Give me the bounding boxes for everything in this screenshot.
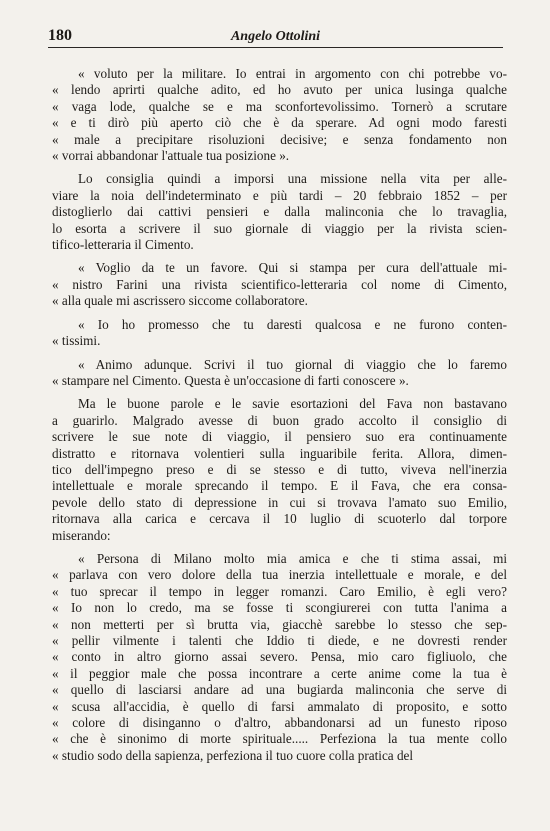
text-line: « vorrai abbandonar l'attuale tua posizione ».: [52, 148, 290, 164]
text-line: « alla quale mi ascrissero siccome collaboratore.: [52, 293, 308, 309]
text-line: miserando:: [52, 527, 111, 543]
text-line: Lo consiglia quindi a imporsi una missione nella vita per alle-: [78, 171, 507, 187]
text-line: « quello di lasciarsi andare ad una bugiarda malinconia che serve di: [52, 682, 507, 698]
text-line: « parlava con vero dolore della tua inerzia intellettuale e morale, e del: [52, 567, 507, 583]
paragraph: [52, 260, 507, 309]
text-line: « colore di disinganno o d'altro, abbandonarsi ad un funesto riposo: [52, 715, 507, 731]
text-line: distratto e ritornava volentieri sulla inguaribile ferita. Allora, dimen-: [52, 445, 507, 461]
paragraph: [52, 317, 507, 350]
text-line: intellettuale e morale sprecando il tempo. E il Fava, che era consa-: [52, 478, 507, 494]
paragraph: [52, 171, 507, 253]
text-line: ritornava alla carica e cercava il 10 luglio di scuoterlo dal torpore: [52, 511, 507, 527]
text-line: « studio sodo della sapienza, perfeziona il tuo cuore colla pratica del: [52, 747, 414, 763]
text-line: « tissimi.: [52, 333, 101, 349]
text-line: « lendo aprirti qualche adito, ed ho avuto per unica lusinga qualche: [52, 82, 507, 98]
page-body: [52, 66, 507, 771]
text-line: a guarirlo. Malgrado avesse di buon grado accolto il consiglio di: [52, 412, 507, 428]
text-line: Ma le buone parole e le savie esortazioni del Fava non bastavano: [78, 396, 507, 412]
text-line: distoglierlo dai cattivi pensieri e dalla malinconia che lo travaglia,: [52, 204, 507, 220]
text-line: « vaga lode, qualche se e ma sconfortevolissimo. Tornerò a scrutare: [52, 98, 507, 114]
paragraph: [52, 396, 507, 544]
text-line: « non metterti per sì brutta via, giacchè sarebbe lo stesso che sep-: [52, 616, 507, 632]
text-line: « Io ho promesso che tu daresti qualcosa e ne furono conten-: [78, 316, 507, 332]
text-line: tico dell'impegno preso e di se stesso e di tutto, viveva nell'inerzia: [52, 461, 507, 477]
text-line: « scusa all'accidia, è quello di farsi ammalato di proposito, e sotto: [52, 698, 507, 714]
text-line: « Animo adunque. Scrivi il tuo giornal di viaggio che lo faremo: [78, 356, 507, 372]
text-line: « stampare nel Cimento. Questa è un'occasione di farti conoscere ».: [52, 372, 409, 388]
page-header: [48, 27, 503, 48]
text-line: scrivere le sue note di viaggio, il pensiero suo era continuamente: [52, 429, 507, 445]
text-line: « Voglio da te un favore. Qui si stampa per cura dell'attuale mi-: [78, 260, 507, 276]
paragraph: [52, 66, 507, 164]
text-line: « nistro Farini una rivista scientifico-letteraria col nome di Cimento,: [52, 276, 507, 292]
text-line: lo esorta a scrivere il suo giornale di viaggio per la rivista scien-: [52, 220, 507, 236]
text-line: « che è sinonimo di morte spirituale..... Perfeziona la tua mente collo: [52, 731, 507, 747]
paragraph: [52, 551, 507, 764]
text-line: « conto in altro giorno assai severo. Pensa, mio caro figliuolo, che: [52, 649, 507, 665]
text-line: « tuo sprecar il tempo in legger romanzi. Caro Emilio, è egli vero?: [52, 583, 507, 599]
text-line: « e ti dirò più aperto ciò che è da sperare. Ad ogni modo faresti: [52, 115, 507, 131]
text-line: viare la noia dell'indeterminato e più tardi – 20 febbraio 1852 – per: [52, 187, 507, 203]
text-line: tifico-letteraria il Cimento.: [52, 237, 194, 253]
page-number: 180: [48, 27, 72, 44]
text-line: pevole dello stato di depressione in cui si trovava l'amato suo Emilio,: [52, 494, 507, 510]
paragraph: [52, 357, 507, 390]
text-line: « il peggior male che possa incontrare a certe anime come la tua è: [52, 665, 507, 681]
text-line: « voluto per la militare. Io entrai in argomento con chi potrebbe vo-: [78, 66, 507, 81]
text-line: « Persona di Milano molto mia amica e che ti stima assai, mi: [78, 550, 507, 566]
text-line: « Io non lo credo, ma se fosse ti scongiurerei con tutta l'anima a: [52, 600, 507, 616]
text-line: « male a precipitare risoluzioni decisive; e senza fondamento non: [52, 131, 507, 147]
text-line: « pellir vilmente i talenti che Iddio ti diede, e ne dovresti render: [52, 633, 507, 648]
running-title: Angelo Ottolini: [230, 29, 321, 44]
